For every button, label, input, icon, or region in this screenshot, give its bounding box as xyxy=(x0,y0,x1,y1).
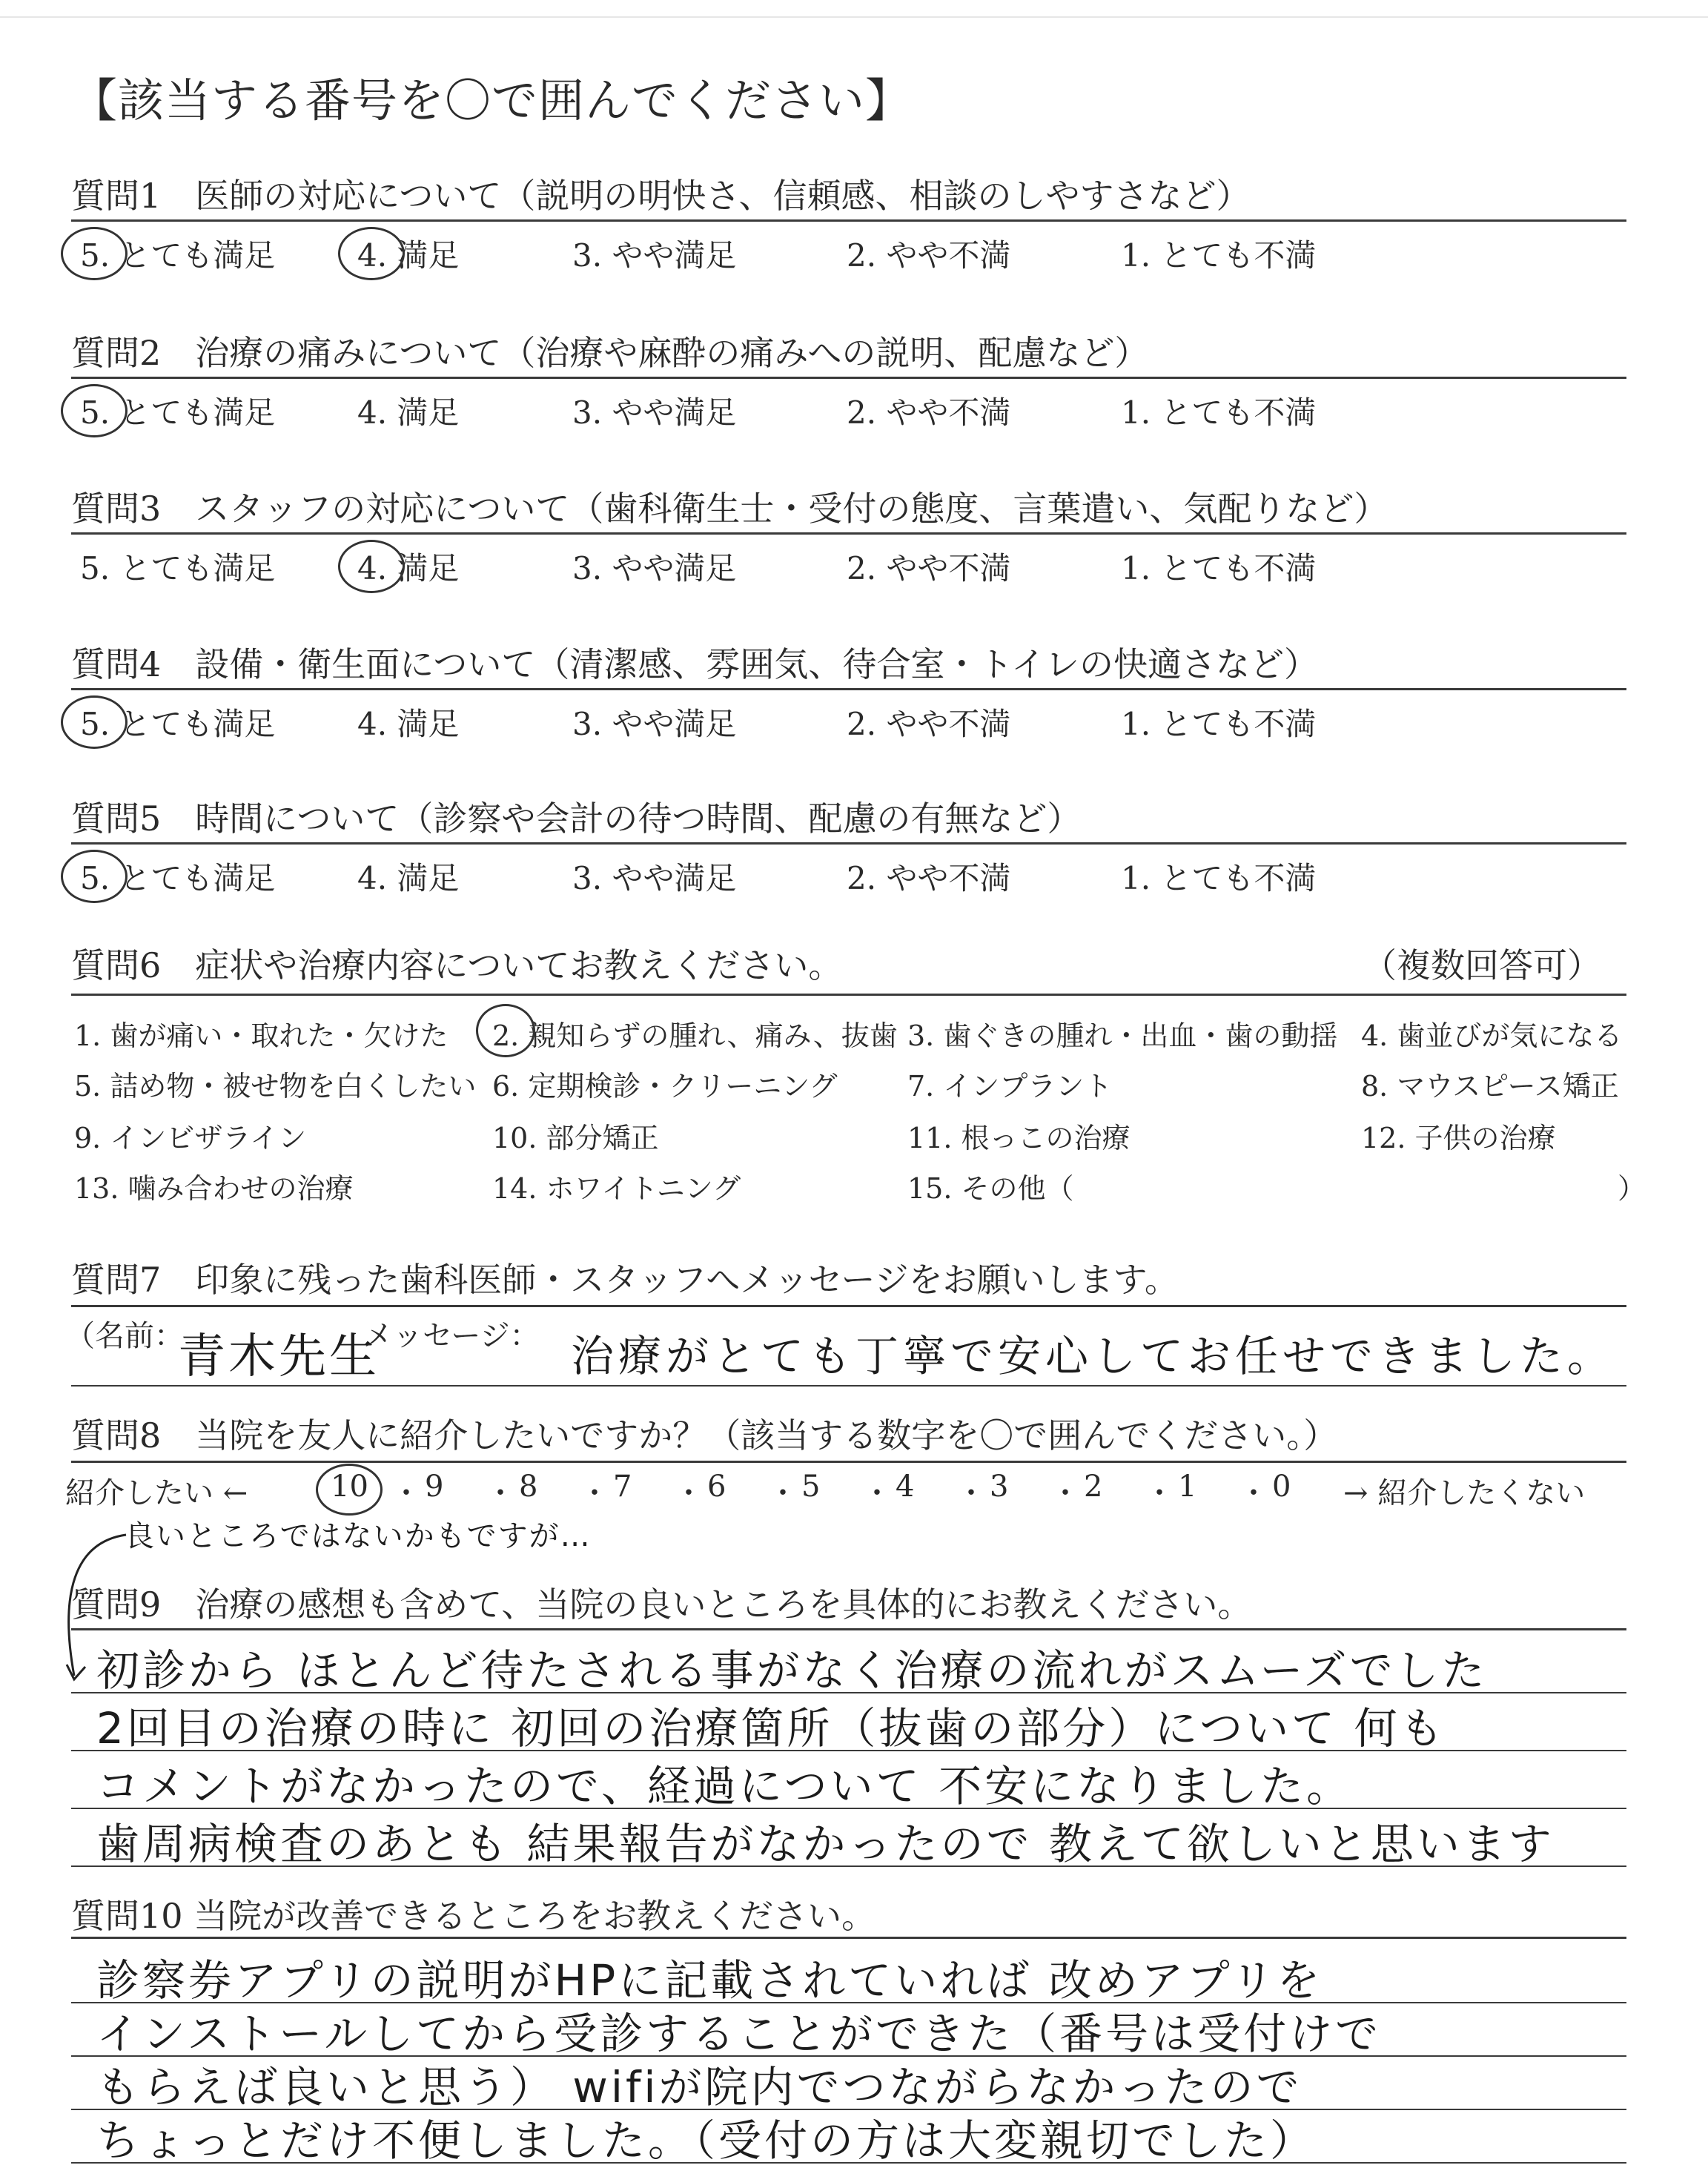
q1-option-5[interactable]: 5. とても満足 xyxy=(80,237,276,274)
q8-scale-9[interactable]: 9 xyxy=(425,1470,444,1504)
q2-option-4[interactable]: 4. 満足 xyxy=(357,394,460,431)
q6-selected-circle-2 xyxy=(476,1004,535,1057)
q1-title: 質問1 医師の対応について（説明の明快さ、信頼感、相談のしやすさなど） xyxy=(71,176,1251,216)
q6-option-13[interactable]: 13. 噛み合わせの治療 xyxy=(74,1172,354,1205)
q6-option-7[interactable]: 7. インプラント xyxy=(907,1070,1113,1103)
q8-scale-10[interactable]: 10 xyxy=(331,1470,368,1504)
q9-line-2: 2回目の治療の時に 初回の治療箇所（抜歯の部分）について 何も xyxy=(96,1703,1446,1754)
q1-option-4[interactable]: 4. 満足 xyxy=(357,237,460,274)
q6-title: 質問6 症状や治療内容についてお教えください。 xyxy=(71,945,843,985)
q7-name-value: 青木先生 xyxy=(178,1329,380,1384)
q10-line-4: ちょっとだけ不便しました。（受付の方は大変親切でした） xyxy=(96,2115,1317,2166)
q9-line-rule xyxy=(71,1865,1626,1867)
q6-option-1[interactable]: 1. 歯が痛い・取れた・欠けた xyxy=(74,1019,448,1052)
q9-title: 質問9 治療の感想も含めて、当院の良いところを具体的にお教えください。 xyxy=(71,1584,1252,1625)
q8-scale-separator: ・ xyxy=(486,1476,515,1510)
q2-option-2[interactable]: 2. やや不満 xyxy=(847,394,1011,431)
q3-option-4[interactable]: 4. 満足 xyxy=(357,550,460,586)
q10-line-2: インストールしてから受診することができた（番号は受付けで xyxy=(96,2009,1382,2059)
q6-option-12[interactable]: 12. 子供の治療 xyxy=(1361,1122,1556,1154)
q7-name-label: （名前： xyxy=(65,1319,184,1353)
q8-scale-separator: ・ xyxy=(674,1476,704,1510)
q3-selected-circle-4 xyxy=(338,540,405,593)
q5-selected-circle-5 xyxy=(61,850,128,903)
q10-line-1: 診察券アプリの説明がHPに記載されていれば 改めアプリを xyxy=(96,1955,1323,2006)
q6-note: （複数回答可） xyxy=(1363,945,1601,985)
q3-option-5[interactable]: 5. とても満足 xyxy=(80,550,276,586)
q6-option-14[interactable]: 14. ホワイトニング xyxy=(492,1172,741,1205)
q6-option-11[interactable]: 11. 根っこの治療 xyxy=(907,1122,1131,1154)
q1-option-3[interactable]: 3. やや満足 xyxy=(572,237,737,274)
q2-option-3[interactable]: 3. やや満足 xyxy=(572,394,737,431)
q5-title: 質問5 時間について（診察や会計の待つ時間、配慮の有無など） xyxy=(71,799,1082,839)
q3-option-1[interactable]: 1. とても不満 xyxy=(1121,550,1317,586)
q8-scale-4[interactable]: 4 xyxy=(896,1470,915,1504)
q4-selected-circle-5 xyxy=(61,695,128,749)
q2-option-5[interactable]: 5. とても満足 xyxy=(80,394,276,431)
q6-option-15[interactable]: 15. その他（ xyxy=(907,1172,1074,1205)
q10-line-rule xyxy=(71,2162,1626,2164)
q7-message-label: メッセージ： xyxy=(363,1319,540,1353)
q10-line-3: もらえば良いと思う） wifiが院内でつながらなかったので xyxy=(96,2062,1302,2112)
q9-line-4: 歯周病検査のあとも 結果報告がなかったので 教えて欲しいと思います xyxy=(96,1819,1555,1869)
q8-scale-1[interactable]: 1 xyxy=(1178,1470,1197,1504)
q4-option-4[interactable]: 4. 満足 xyxy=(357,706,460,742)
q8-scale-separator: ・ xyxy=(768,1476,798,1510)
q10-title: 質問10 当院が改善できるところをお教えください。 xyxy=(71,1896,876,1936)
q6-option-4[interactable]: 4. 歯並びが気になる xyxy=(1361,1019,1623,1052)
q8-scale-separator: ・ xyxy=(956,1476,986,1510)
q8-scale-separator: ・ xyxy=(1145,1476,1174,1510)
q1-selected-circle-5 xyxy=(61,227,128,280)
q8-scale-separator: ・ xyxy=(391,1476,421,1510)
page-top-edge xyxy=(0,16,1708,18)
q1-option-1[interactable]: 1. とても不満 xyxy=(1121,237,1317,274)
q8-scale-2[interactable]: 2 xyxy=(1084,1470,1103,1504)
q9-line-1: 初診から ほとんど待たされる事がなく治療の流れがスムーズでした xyxy=(96,1645,1488,1696)
q9-line-3: コメントがなかったので、経過について 不安になりました。 xyxy=(96,1761,1353,1811)
q3-option-3[interactable]: 3. やや満足 xyxy=(572,550,737,586)
q2-title: 質問2 治療の痛みについて（治療や麻酔の痛みへの説明、配慮など） xyxy=(71,333,1149,373)
q3-title: 質問3 スタッフの対応について（歯科衛生士・受付の態度、言葉遣い、気配りなど） xyxy=(71,489,1388,529)
q8-scale-separator: ・ xyxy=(1050,1476,1080,1510)
q7-title: 質問7 印象に残った歯科医師・スタッフへメッセージをお願いします。 xyxy=(71,1260,1179,1300)
q8-scale-7[interactable]: 7 xyxy=(613,1470,632,1504)
q5-option-4[interactable]: 4. 満足 xyxy=(357,860,460,896)
q8-left-label: 紹介したい ← xyxy=(65,1476,248,1510)
q3-option-2[interactable]: 2. やや不満 xyxy=(847,550,1011,586)
q8-selected-circle xyxy=(316,1464,383,1516)
q9-rule xyxy=(71,1628,1626,1630)
q6-option-10[interactable]: 10. 部分矯正 xyxy=(492,1122,659,1154)
q8-scale-8[interactable]: 8 xyxy=(519,1470,538,1504)
q8-scale-6[interactable]: 6 xyxy=(707,1470,726,1504)
q8-scale-separator: ・ xyxy=(580,1476,609,1510)
q1-selected-circle-4 xyxy=(338,227,405,280)
q2-rule xyxy=(71,377,1626,379)
q6-option-5[interactable]: 5. 詰め物・被せ物を白くしたい xyxy=(74,1070,477,1103)
q5-option-1[interactable]: 1. とても不満 xyxy=(1121,860,1317,896)
q5-rule xyxy=(71,842,1626,845)
q6-option-8[interactable]: 8. マウスピース矯正 xyxy=(1361,1070,1619,1103)
q8-rule xyxy=(71,1461,1626,1463)
q6-option-2[interactable]: 2. 親知らずの腫れ、痛み、抜歯 xyxy=(492,1019,898,1052)
q5-option-2[interactable]: 2. やや不満 xyxy=(847,860,1011,896)
q6-rule xyxy=(71,994,1626,996)
q4-option-2[interactable]: 2. やや不満 xyxy=(847,706,1011,742)
q4-title: 質問4 設備・衛生面について（清潔感、雰囲気、待合室・トイレの快適さなど） xyxy=(71,644,1319,684)
q5-option-3[interactable]: 3. やや満足 xyxy=(572,860,737,896)
q8-title: 質問8 当院を友人に紹介したいですか？（該当する数字を〇で囲んでください。） xyxy=(71,1415,1338,1455)
q3-rule xyxy=(71,532,1626,535)
q6-option-3[interactable]: 3. 歯ぐきの腫れ・出血・歯の動揺 xyxy=(907,1019,1338,1052)
q10-rule xyxy=(71,1937,1626,1939)
q6-option-16: ） xyxy=(1618,1172,1646,1205)
q8-right-label: → 紹介したくない xyxy=(1343,1476,1586,1510)
q2-option-1[interactable]: 1. とても不満 xyxy=(1121,394,1317,431)
q8-scale-separator: ・ xyxy=(1239,1476,1268,1510)
q4-option-5[interactable]: 5. とても満足 xyxy=(80,706,276,742)
q8-scale-3[interactable]: 3 xyxy=(990,1470,1009,1504)
q5-option-5[interactable]: 5. とても満足 xyxy=(80,860,276,896)
q7-bottom-rule xyxy=(71,1385,1626,1387)
q1-option-2[interactable]: 2. やや不満 xyxy=(847,237,1011,274)
q2-selected-circle-5 xyxy=(61,384,128,437)
q4-option-1[interactable]: 1. とても不満 xyxy=(1121,706,1317,742)
q4-option-3[interactable]: 3. やや満足 xyxy=(572,706,737,742)
q1-rule xyxy=(71,219,1626,222)
q9-side-note: 良いところではないかもですが… xyxy=(125,1519,592,1553)
q4-rule xyxy=(71,688,1626,690)
q7-message-value: 治療がとても丁寧で安心してお任せできました。 xyxy=(571,1331,1615,1381)
q8-scale-5[interactable]: 5 xyxy=(801,1470,821,1504)
q7-rule xyxy=(71,1305,1626,1307)
page-header: 【該当する番号を〇で囲んでください】 xyxy=(71,73,913,128)
q8-scale-separator: ・ xyxy=(862,1476,892,1510)
q8-scale-0[interactable]: 0 xyxy=(1272,1470,1291,1504)
q6-option-9[interactable]: 9. インビザライン xyxy=(74,1122,307,1154)
q6-option-6[interactable]: 6. 定期検診・クリーニング xyxy=(492,1070,838,1103)
